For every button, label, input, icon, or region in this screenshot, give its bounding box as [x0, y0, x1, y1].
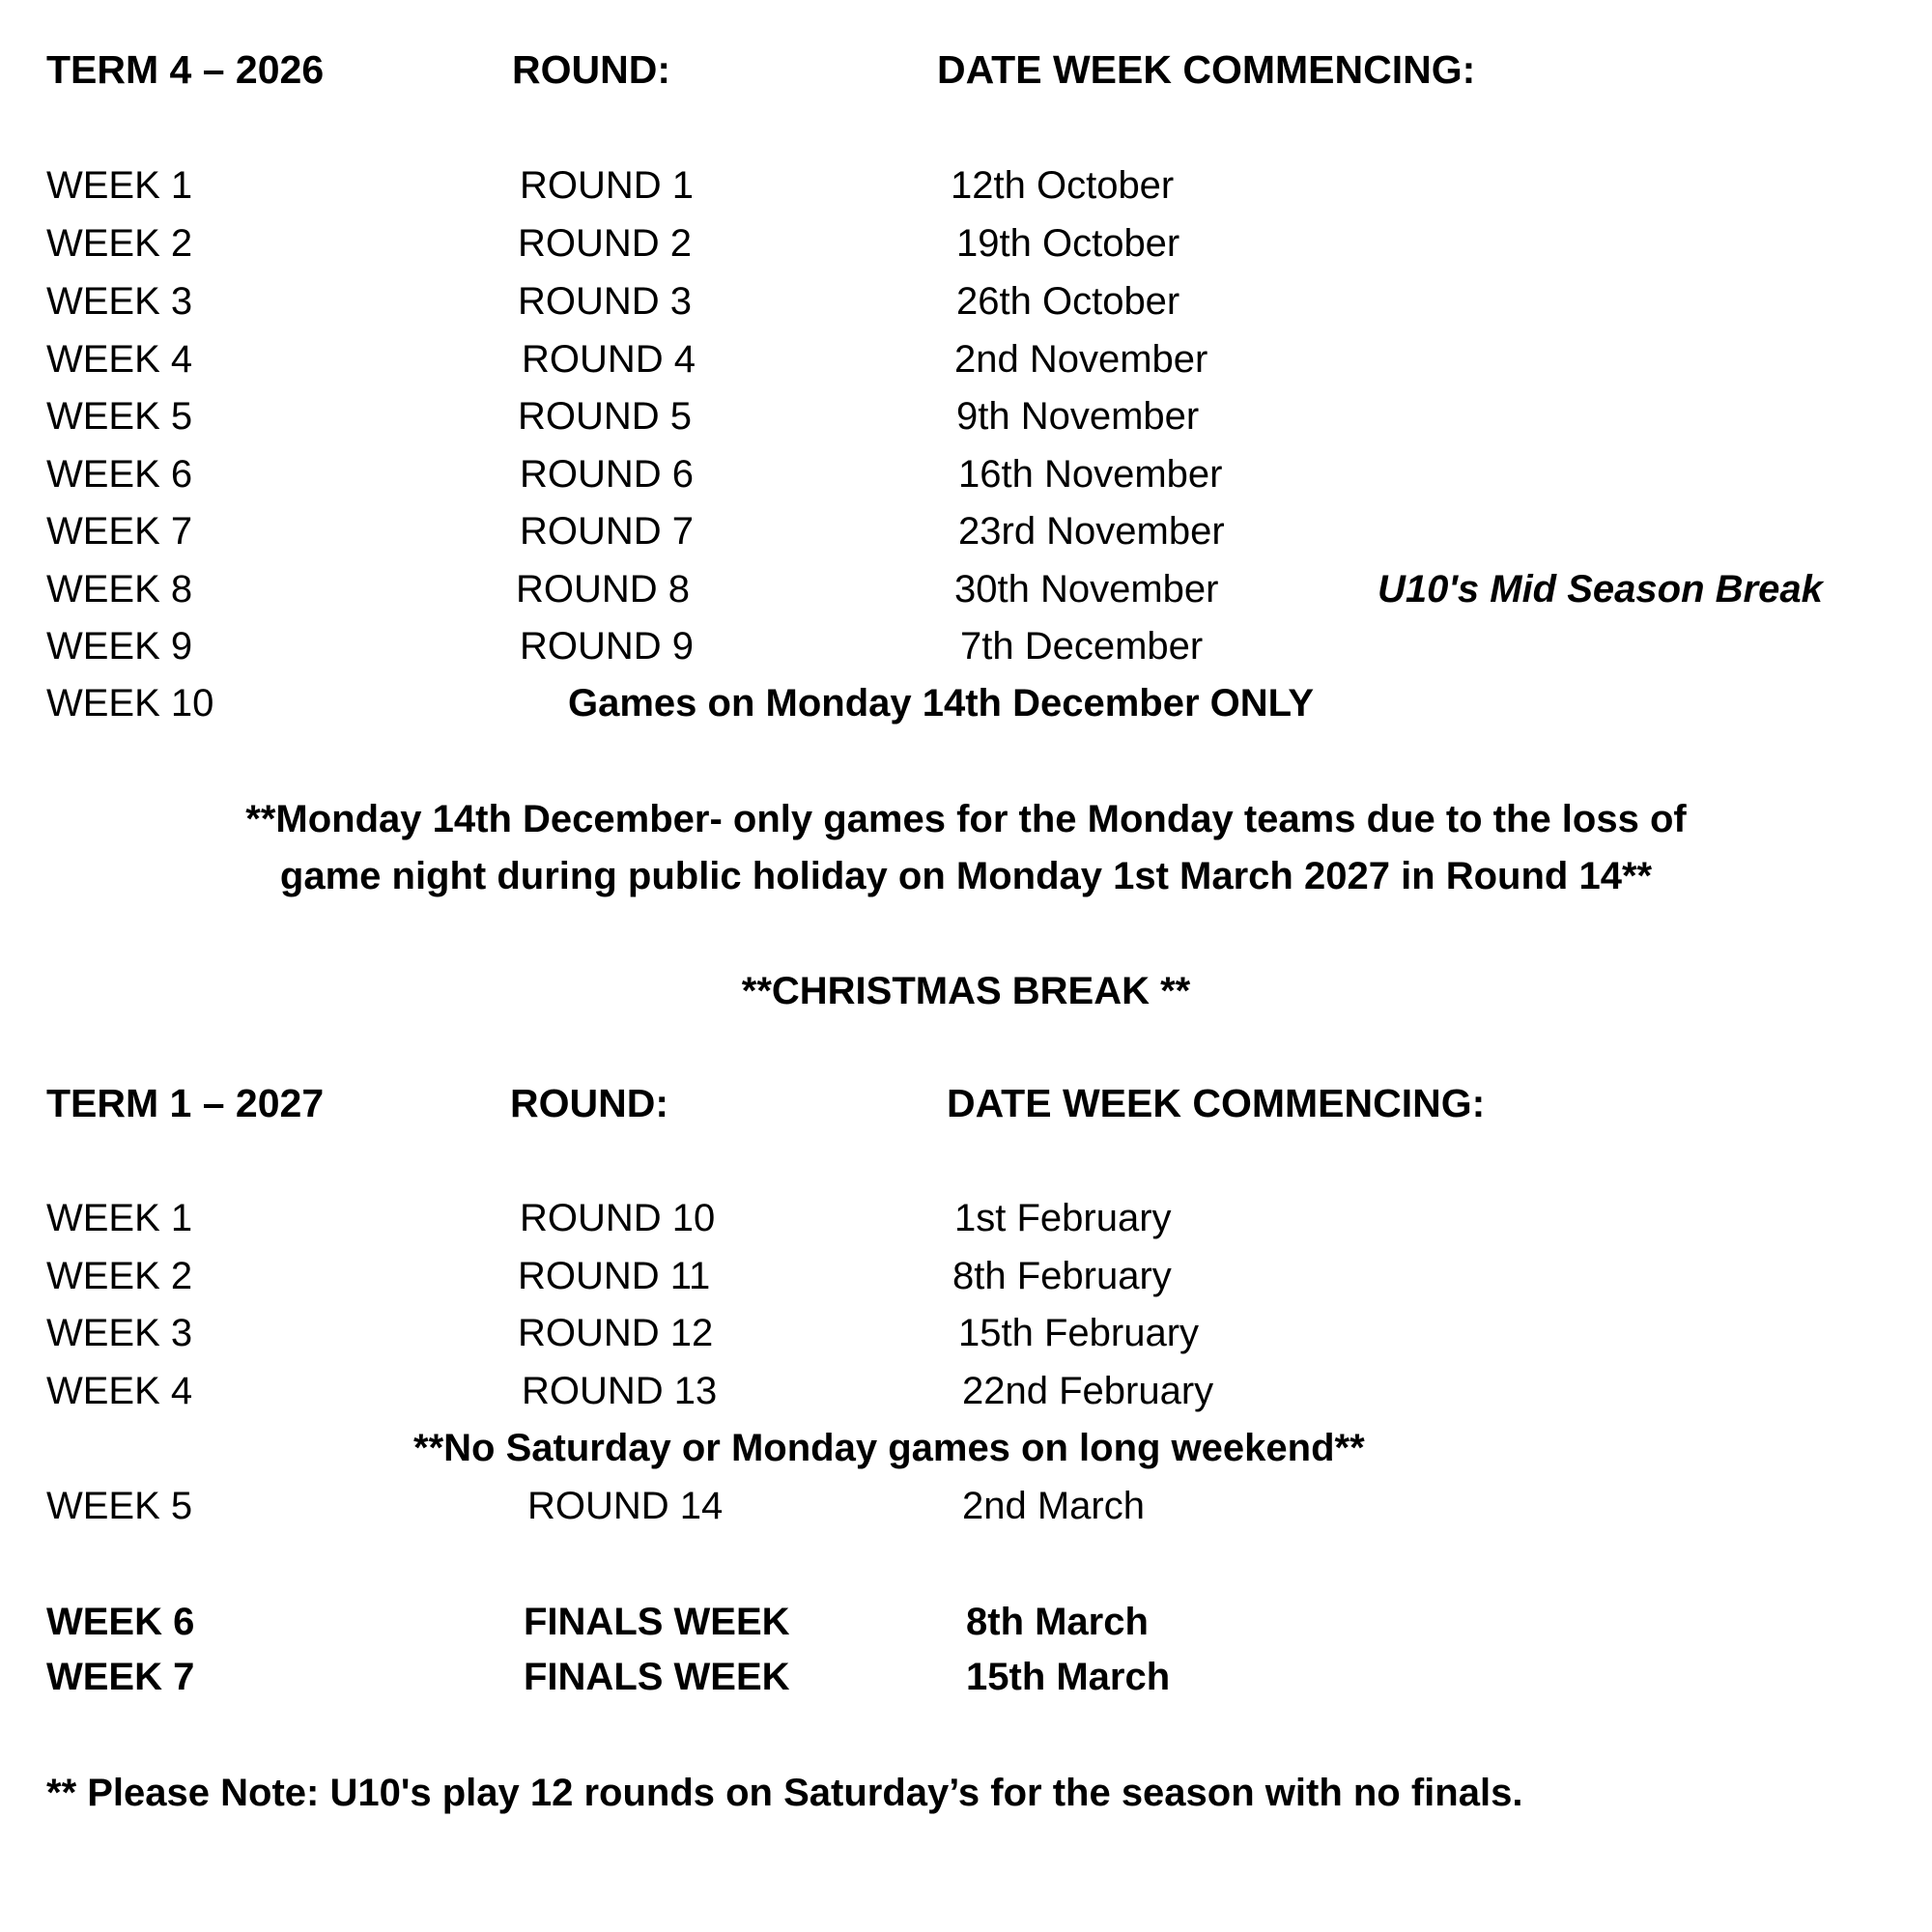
- monday-notice-line1: **Monday 14th December- only games for the Monday teams due to the loss of: [245, 798, 1687, 840]
- term1-date-heading: DATE WEEK COMMENCING:: [947, 1081, 1486, 1125]
- week-cell: WEEK 4: [46, 338, 193, 381]
- date-cell: 8th February: [952, 1255, 1172, 1297]
- week-cell: WEEK 9: [46, 625, 193, 668]
- round-cell: ROUND 9: [520, 625, 695, 668]
- footer-note: ** Please Note: U10's play 12 rounds on Saturday’s for the season with no finals.: [46, 1772, 1523, 1814]
- round-cell: ROUND 13: [522, 1370, 718, 1412]
- week-cell: WEEK 10: [46, 682, 214, 724]
- term1-round-heading: ROUND:: [510, 1081, 668, 1125]
- week-cell: WEEK 3: [46, 1312, 193, 1354]
- round-cell: ROUND 12: [518, 1312, 714, 1354]
- round-cell: ROUND 6: [520, 453, 695, 496]
- date-cell: 15th February: [958, 1312, 1200, 1354]
- term4-heading: TERM 4 – 2026: [46, 47, 325, 92]
- week-cell: WEEK 4: [46, 1370, 193, 1412]
- week-cell: WEEK 1: [46, 164, 193, 207]
- round-cell: ROUND 8: [516, 568, 691, 611]
- week-cell: WEEK 3: [46, 280, 193, 323]
- date-cell: 30th November: [954, 568, 1219, 611]
- date-cell: 9th November: [956, 395, 1200, 438]
- round-cell: ROUND 3: [518, 280, 693, 323]
- week-cell: WEEK 5: [46, 1485, 193, 1527]
- christmas-break-heading: **CHRISTMAS BREAK **: [741, 970, 1191, 1012]
- long-weekend-note: **No Saturday or Monday games on long weekend**: [413, 1427, 1365, 1469]
- date-cell: 2nd March: [962, 1485, 1145, 1527]
- round-cell: ROUND 5: [518, 395, 693, 438]
- date-cell: 26th October: [956, 280, 1180, 323]
- week-cell: WEEK 2: [46, 1255, 193, 1297]
- date-cell: 12th October: [951, 164, 1175, 207]
- term4-round-heading: ROUND:: [512, 47, 670, 92]
- date-cell: 1st February: [954, 1197, 1172, 1239]
- round-cell: ROUND 4: [522, 338, 696, 381]
- week-cell: WEEK 8: [46, 568, 193, 611]
- week-cell: WEEK 1: [46, 1197, 193, 1239]
- week-cell: WEEK 6: [46, 453, 193, 496]
- week-cell: WEEK 7: [46, 1656, 195, 1698]
- week-cell: WEEK 2: [46, 222, 193, 265]
- term1-heading: TERM 1 – 2027: [46, 1081, 325, 1125]
- round-cell: ROUND 11: [518, 1255, 711, 1297]
- date-cell: 22nd February: [962, 1370, 1214, 1412]
- week10-games-note: Games on Monday 14th December ONLY: [568, 682, 1315, 724]
- round-cell: ROUND 10: [520, 1197, 716, 1239]
- round-cell: FINALS WEEK: [524, 1601, 790, 1643]
- date-cell: 2nd November: [954, 338, 1208, 381]
- round-cell: ROUND 2: [518, 222, 693, 265]
- date-cell: 7th December: [960, 625, 1204, 668]
- date-cell: 8th March: [966, 1601, 1149, 1643]
- week-cell: WEEK 7: [46, 510, 193, 553]
- round-cell: FINALS WEEK: [524, 1656, 790, 1698]
- monday-notice-line2: game night during public holiday on Monday 1st March 2027 in Round 14**: [279, 855, 1653, 897]
- week-cell: WEEK 5: [46, 395, 193, 438]
- mid-season-break-note: U10's Mid Season Break: [1378, 568, 1823, 611]
- date-cell: 23rd November: [958, 510, 1225, 553]
- date-cell: 19th October: [956, 222, 1180, 265]
- term4-date-heading: DATE WEEK COMMENCING:: [937, 47, 1476, 92]
- round-cell: ROUND 1: [520, 164, 695, 207]
- date-cell: 16th November: [958, 453, 1223, 496]
- date-cell: 15th March: [966, 1656, 1171, 1698]
- round-cell: ROUND 7: [520, 510, 695, 553]
- round-cell: ROUND 14: [527, 1485, 724, 1527]
- week-cell: WEEK 6: [46, 1601, 195, 1643]
